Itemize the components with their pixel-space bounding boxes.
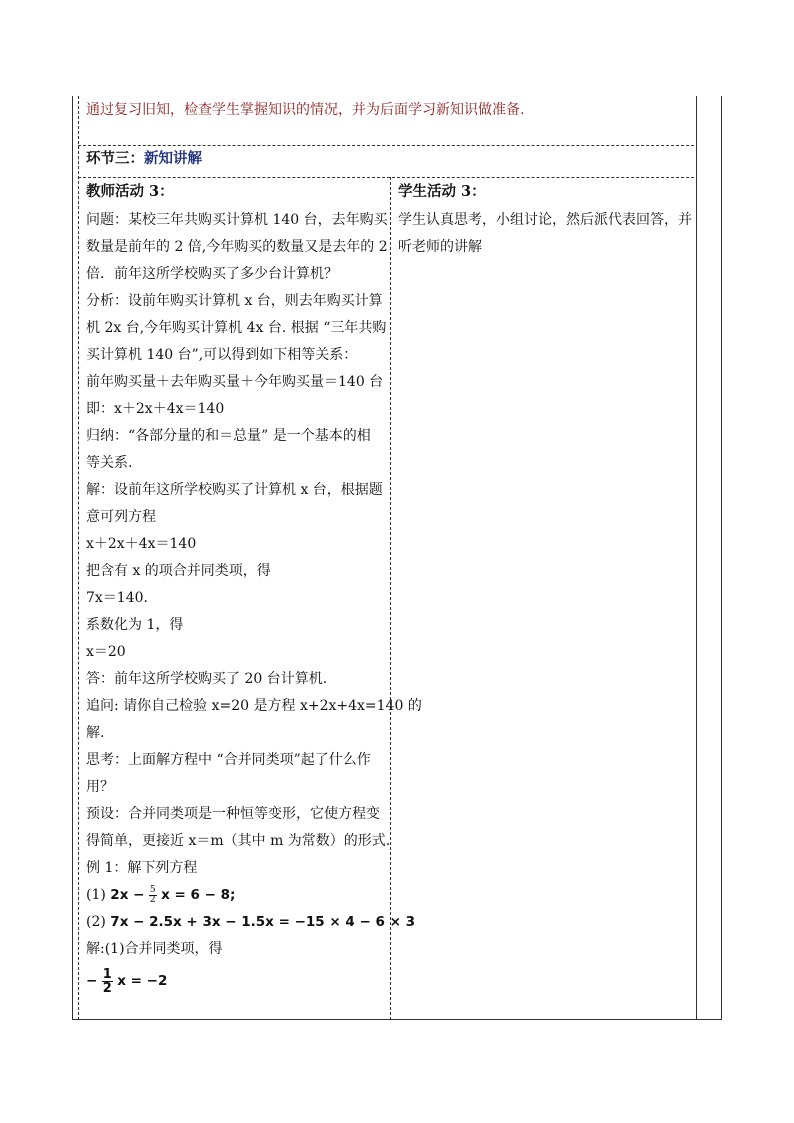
section-title — [86, 147, 202, 168]
equation-1: (1) 2x − $\frac{5}{2}$ x = 6 − 8; — [86, 884, 236, 905]
student-content — [398, 207, 690, 261]
teacher-text-line: 买计算机 140 台”,可以得到如下相等关系： — [86, 347, 358, 363]
teacher-text-line: 即：x＋2x＋4x＝140 — [86, 401, 225, 417]
teacher-text-line: 系数化为 1，得 — [86, 617, 184, 633]
teacher-text-line: x＋2x＋4x＝140 — [86, 536, 197, 552]
teacher-content — [86, 207, 422, 999]
section-prefix: 环节三： — [86, 150, 144, 167]
section-name: 新知讲解 — [144, 150, 202, 167]
teacher-text-line: 解. — [86, 725, 105, 741]
teacher-text-line: 解：设前年这所学校购买了计算机 x 台，根据题 — [86, 482, 383, 498]
teacher-text-line: 数量是前年的 2 倍,今年购买的数量又是去年的 2 — [86, 239, 388, 255]
teacher-text-line: x＝20 — [86, 644, 126, 660]
teacher-text-line: 把含有 x 的项合并同类项，得 — [86, 563, 271, 579]
solution-line: 解:(1)合并同类项，得 — [86, 941, 223, 957]
teacher-lines — [86, 207, 422, 882]
equation-2: (2) 7x − 2.5x + 3x − 1.5x = −15 × 4 − 6 × 3 — [86, 914, 416, 930]
student-heading: 学生活动 3： — [398, 183, 486, 200]
teacher-text-line: 前年购买量＋去年购买量＋今年购买量＝140 台 — [86, 374, 384, 390]
teacher-text-line: 问题：某校三年共购买计算机 140 台，去年购买 — [86, 212, 388, 228]
teacher-text-line: 答：前年这所学校购买了 20 台计算机. — [86, 671, 328, 687]
student-text-line: 听老师的讲解 — [398, 239, 482, 255]
intro-text: 通过复习旧知，检查学生掌握知识的情况，并为后面学习新知识做准备. — [86, 102, 525, 118]
teacher-text-line: 7x＝140． — [86, 590, 158, 606]
teacher-text-line: 例 1：解下列方程 — [86, 860, 198, 876]
table-inner-border — [696, 96, 697, 1020]
teacher-text-line: 得简单，更接近 x＝m（其中 m 为常数）的形式. — [86, 833, 391, 849]
teacher-text-line: 思考：上面解方程中 “合并同类项”起了什么作 — [86, 752, 371, 768]
teacher-text-line: 倍．前年这所学校购买了多少台计算机？ — [86, 266, 338, 282]
fraction-1-2: $\frac{1}{2}$ — [102, 966, 112, 996]
teacher-text-line: 归纳：“各部分量的和＝总量” 是一个基本的相 — [86, 428, 371, 444]
teacher-text-line: 预设：合并同类项是一种恒等变形，它使方程变 — [86, 806, 380, 822]
student-text-line: 学生认真思考，小组讨论，然后派代表回答，并 — [398, 212, 692, 228]
divider-intro — [78, 145, 694, 146]
equation-3: − $\frac{1}{2}$ x = −2 — [86, 966, 168, 996]
teacher-heading: 教师活动 3： — [86, 183, 174, 200]
fraction-5-2: $\frac{5}{2}$ — [149, 884, 156, 905]
teacher-text-line: 分析：设前年购买计算机 x 台，则去年购买计算 — [86, 293, 383, 309]
divider-section — [78, 177, 694, 178]
teacher-text-line: 意可列方程 — [86, 509, 156, 525]
teacher-text-line: 用？ — [86, 779, 114, 795]
left-dashed-border — [78, 96, 79, 1020]
teacher-text-line: 等关系. — [86, 455, 133, 471]
teacher-text-line: 机 2x 台,今年购买计算机 4x 台. 根据 “三年共购 — [86, 320, 387, 336]
column-divider — [390, 177, 391, 1020]
teacher-text-line: 追问: 请你自己检验 x=20 是方程 x+2x+4x=140 的 — [86, 698, 422, 714]
